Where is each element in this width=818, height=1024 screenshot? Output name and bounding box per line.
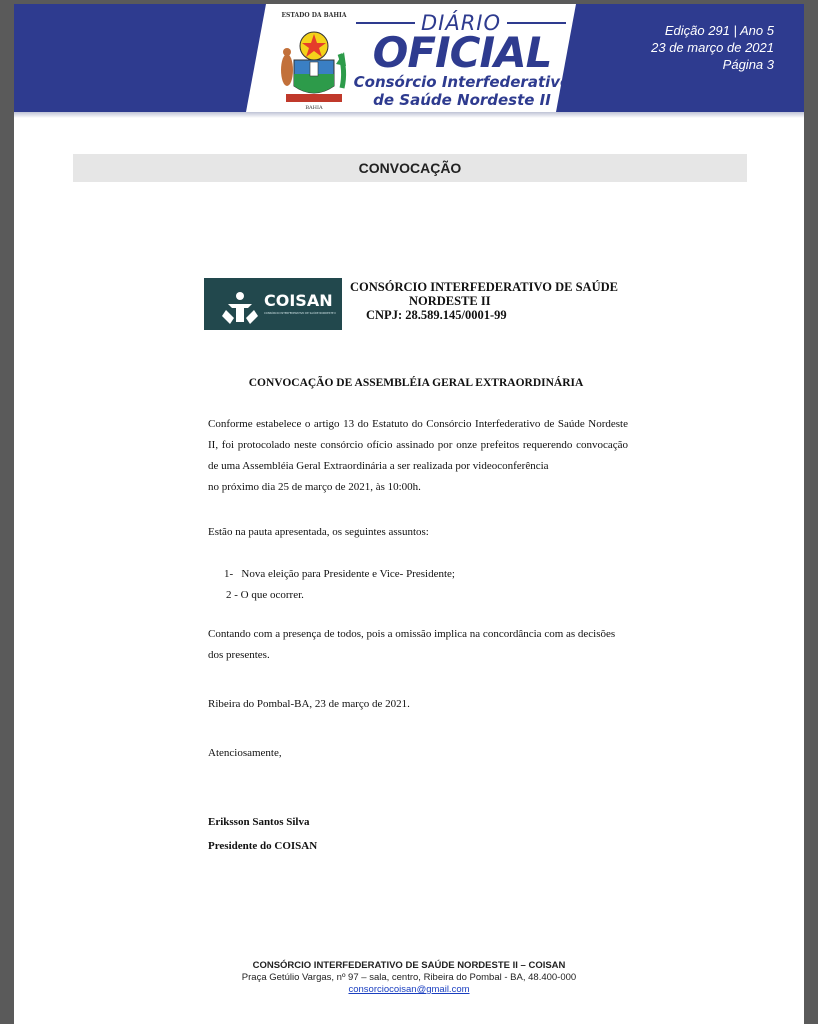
seal-text-bottom: BAHIA [305,105,323,111]
edition-number: Edição 291 | Ano 5 [664,23,774,38]
brand-diario: DIÁRIO [420,11,502,35]
paragraph-intro-main: Conforme estabelece o artigo 13 do Estatuto do Consórcio Interfederativo de Saúde Nordeste II, foi protocolado neste consórcio ofício assinado por onze prefeitos requerendo convocação de uma Assembléia Geral Extraordinária a ser realizada por videoconferência [208,418,628,472]
org-cnpj: CNPJ: 28.589.145/0001-99 [366,308,507,322]
place-and-date: Ribeira do Pombal-BA, 23 de março de 2021. [208,698,410,710]
document-page [14,4,804,1024]
list-item: 2 - O que ocorrer. [226,589,304,601]
coisan-logo [204,278,342,330]
page-number: Página 3 [722,57,774,72]
section-title: CONVOCAÇÃO [73,154,747,182]
edition-date: 23 de março de 2021 [651,40,774,55]
paragraph-intro [208,414,628,498]
agenda-list [224,564,455,606]
paragraph-agenda: Estão na pauta apresentada, os seguintes assuntos: [208,526,429,538]
logo-text: COISAN [264,291,333,310]
masthead-shadow [14,112,804,118]
brand-rule-right [507,22,566,24]
footer-address: Praça Getúlio Vargas, nº 97 – sala, centro, Ribeira do Pombal - BA, 48.400-000 [241,972,577,983]
signer-role: Presidente do COISAN [208,840,318,852]
page-footer [14,960,804,996]
brand-subtitle-line1: Consórcio Interfederativo [353,73,571,91]
paragraph-closing-note: Contando com a presença de todos, pois a omissão implica na concordância com as decisões dos presentes. [208,628,616,661]
state-coat-of-arms-icon [276,8,352,112]
footer-email-link[interactable]: consorciocoisan@gmail.com [348,984,470,995]
brand-rule-left [356,22,415,24]
organization-name [347,280,627,322]
seal-text-top: ESTADO DA BAHIA [281,12,347,19]
edition-info [651,22,774,73]
paragraph-intro-last-line: no próximo dia 25 de março de 2021, às 10:00h. [208,481,421,493]
brand-subtitle-line2: de Saúde Nordeste II [373,91,551,109]
list-item: 1- Nova eleição para Presidente e Vice- Presidente; [224,568,455,580]
logo-subtext: CONSÓRCIO INTERFEDERATIVO DE SAÚDE NORDESTE II [264,311,342,315]
closing-salutation: Atenciosamente, [208,747,282,759]
signer-name: Eriksson Santos Silva [208,816,310,828]
brand-oficial: OFICIAL [372,28,552,77]
org-name-line2: NORDESTE II [409,294,491,308]
document-title: CONVOCAÇÃO DE ASSEMBLÉIA GERAL EXTRAORDINÁRIA [248,377,584,389]
footer-org: CONSÓRCIO INTERFEDERATIVO DE SAÚDE NORDESTE II – COISAN [252,960,566,971]
org-name-line1: CONSÓRCIO INTERFEDERATIVO DE SAÚDE [350,280,618,294]
